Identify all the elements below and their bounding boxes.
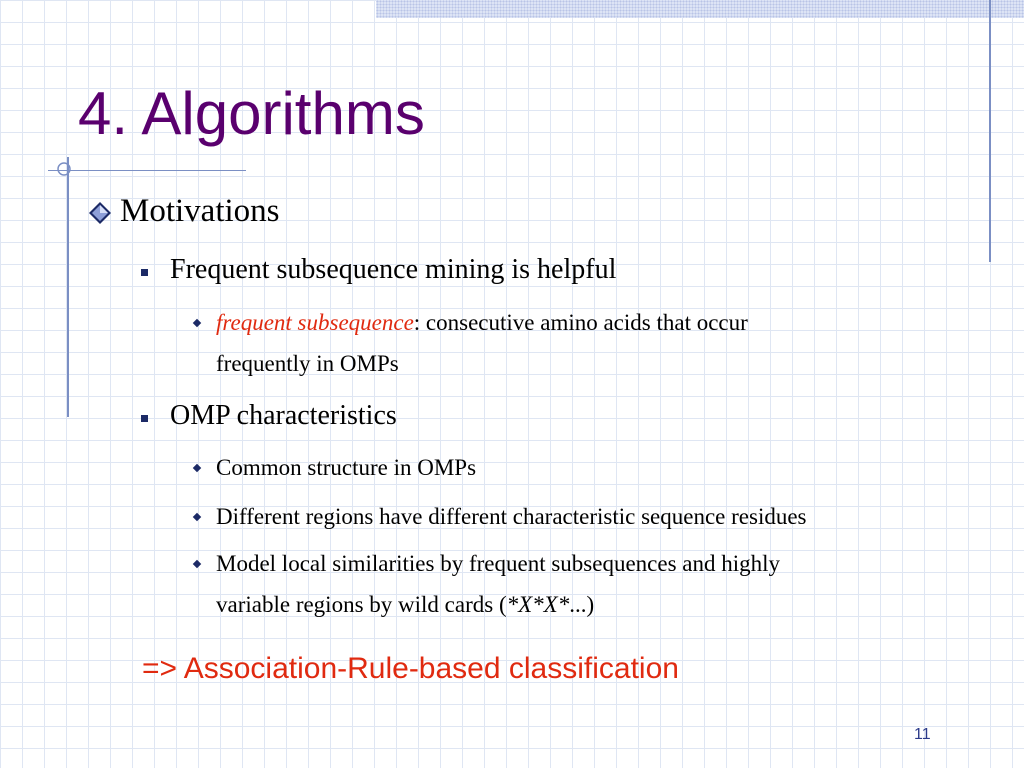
frequent-subsequence-term: frequent subsequence	[216, 310, 414, 335]
bullet-frequent-mining: Frequent subsequence mining is helpful	[170, 254, 617, 285]
bullet-motivations	[88, 192, 280, 232]
square-bullet-icon	[141, 415, 148, 422]
model-line2-prefix: variable regions by wild cards (	[216, 592, 507, 617]
small-diamond-icon	[193, 560, 201, 568]
left-vertical-line	[67, 157, 69, 417]
small-diamond-icon	[193, 464, 201, 472]
small-diamond-icon	[193, 319, 201, 327]
small-diamond-icon	[193, 513, 201, 521]
motivations-label: Motivations	[120, 193, 280, 229]
top-decorative-band	[376, 0, 1024, 18]
freq-def-line1: : consecutive amino acids that occur	[413, 310, 748, 335]
diamond-icon	[88, 201, 112, 225]
model-line1: Model local similarities by frequent subsequences and highly	[216, 551, 781, 576]
model-line2-suffix: ...)	[569, 592, 595, 617]
bullet-frequent-subsequence-def	[216, 302, 916, 384]
bullet-model-local	[216, 543, 936, 625]
title-underline	[48, 170, 246, 171]
right-vertical-line	[989, 0, 991, 262]
bullet-common-structure: Common structure in OMPs	[216, 455, 477, 480]
bullet-different-regions: Different regions have different characteristic sequence residues	[216, 504, 807, 529]
wildcard-pattern: *X*X*	[506, 592, 570, 617]
freq-def-line2: frequently in OMPs	[216, 351, 399, 376]
bullet-omp-characteristics: OMP characteristics	[170, 400, 397, 431]
square-bullet-icon	[141, 269, 148, 276]
crosshair-icon	[56, 161, 72, 177]
slide-title: 4. Algorithms	[78, 80, 425, 147]
page-number: 11	[914, 726, 931, 743]
conclusion-text: => Association-Rule-based classification	[142, 652, 679, 685]
